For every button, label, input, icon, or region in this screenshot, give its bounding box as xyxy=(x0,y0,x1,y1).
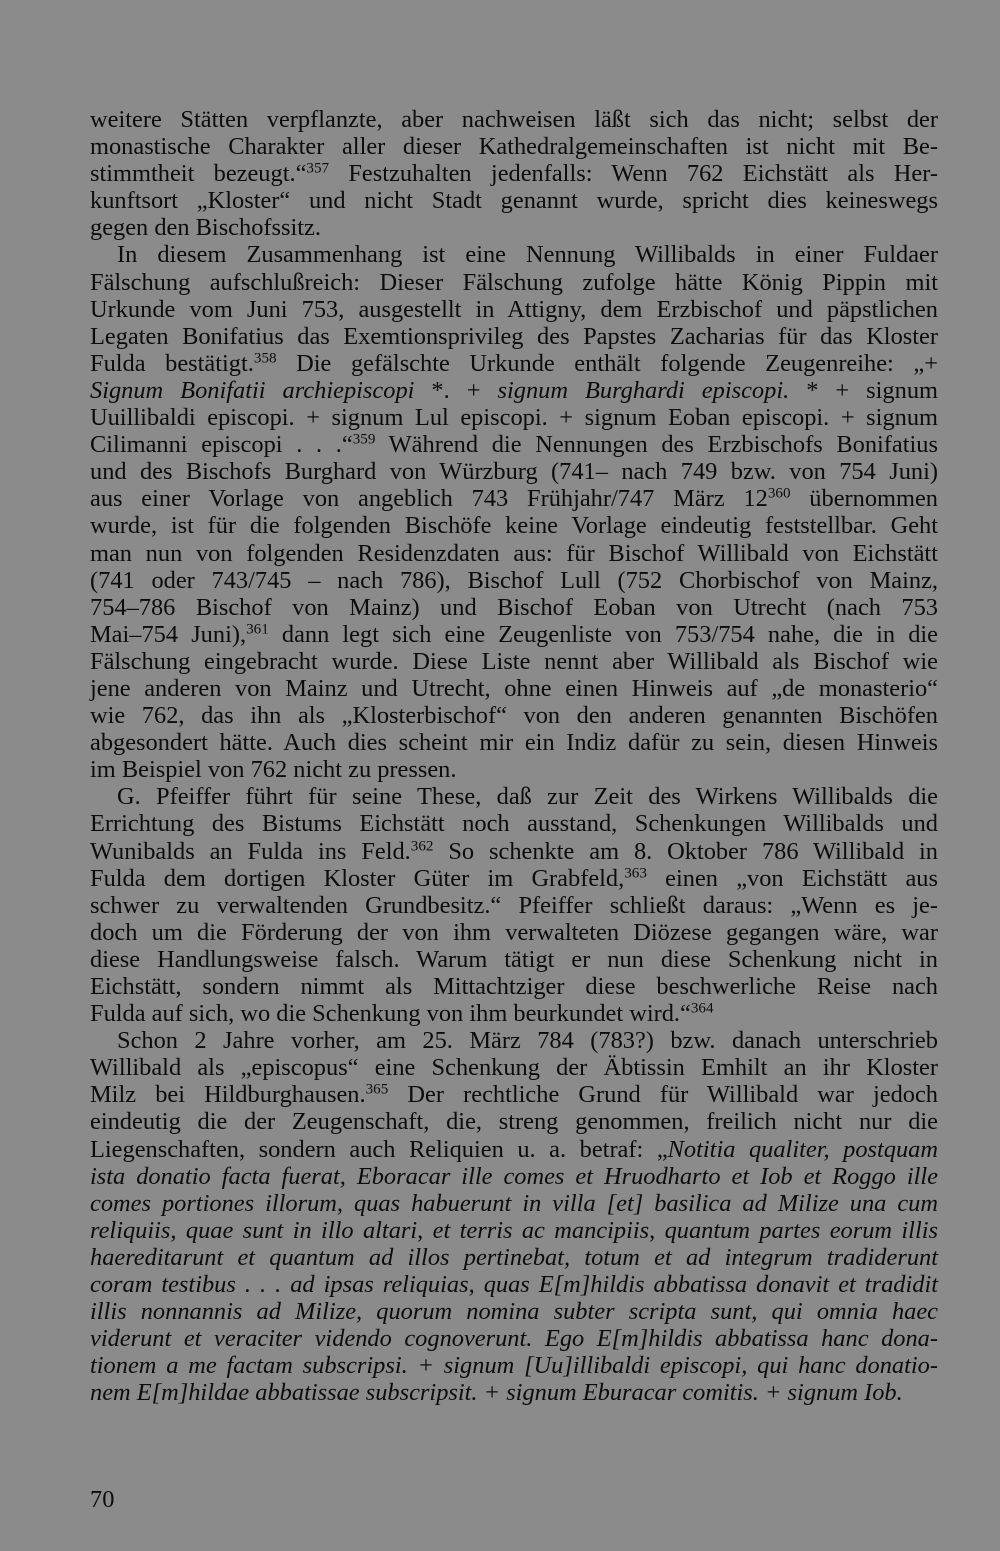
text-line xyxy=(90,810,938,837)
text-run: im Beispiel von 762 nicht zu pressen. xyxy=(90,756,457,784)
footnote-marker: 364 xyxy=(690,1000,714,1017)
text-line xyxy=(90,946,938,973)
text-run: weitere Stätten verpflanzte, aber nachweisen läßt sich das nicht; selbst der xyxy=(90,106,938,133)
text-line xyxy=(90,1352,938,1379)
footnote-marker: 363 xyxy=(624,865,647,882)
latin-quotation: Notitia qualiter, postquam xyxy=(667,1135,938,1163)
text-run: dann legt sich eine Zeugenliste von 753/754 nahe, die in die xyxy=(268,620,938,648)
text-run: Wunibalds an Fulda ins Feld. xyxy=(90,837,411,865)
text-run: Mai–754 Juni), xyxy=(90,620,247,648)
latin-quotation: comes portiones illorum, quas habuerunt in villa [et] basilica ad Milize una cum xyxy=(90,1189,938,1217)
text-run: Eichstätt, sondern nimmt als Mittachtziger diese beschwerliche Reise nach xyxy=(90,973,938,1000)
text-line xyxy=(90,838,938,865)
text-run: monastische Charakter aller dieser Kathedralgemeinschaften ist nicht mit Be- xyxy=(90,133,938,161)
page-number: 70 xyxy=(90,1486,115,1513)
text-run: Willibald als „episcopus“ eine Schenkung der Äbtissin Emhilt an ihr Kloster xyxy=(90,1054,938,1082)
paragraph xyxy=(90,783,938,1027)
text-run: abgesondert hätte. Auch dies scheint mir ein Indiz dafür zu sein, diesen Hinweis xyxy=(90,729,938,757)
text-line xyxy=(90,160,938,187)
text-run: diese Handlungsweise falsch. Warum tätigt er nun diese Schenkung nicht in xyxy=(90,945,938,973)
latin-quotation: signum Burghardi episcopi. xyxy=(497,376,790,404)
text-line xyxy=(90,892,938,919)
text-line xyxy=(90,458,938,485)
text-line xyxy=(90,702,938,729)
text-line xyxy=(90,133,938,160)
latin-quotation: reliquiis, quae sunt in illo altari, et terris ac mancipiis, quantum partes eorum illis xyxy=(90,1216,938,1244)
text-run: wurde, ist für die folgenden Bischöfe keine Vorlage eindeutig feststellbar. Geht xyxy=(90,512,938,540)
text-run: So schenkte am 8. Oktober 786 Willibald in xyxy=(433,837,939,865)
text-line xyxy=(90,594,938,621)
text-line xyxy=(90,756,938,783)
text-run: *. + xyxy=(414,376,498,404)
text-run: Errichtung des Bistums Eichstätt noch ausstand, Schenkungen Willibalds und xyxy=(90,810,938,838)
paragraph xyxy=(90,241,938,783)
latin-quotation: ista donatio facta fuerat, Eboracar ille comes et Hruodharto et Iob et Roggo ille xyxy=(90,1162,938,1190)
text-run: Fälschung eingebracht wurde. Diese Liste nennt aber Willibald als Bischof wie xyxy=(90,647,938,675)
body-text xyxy=(90,106,938,1407)
text-line xyxy=(90,1108,938,1135)
text-line xyxy=(90,350,938,377)
text-run: eindeutig die der Zeugenschaft, die, streng genommen, freilich nicht nur die xyxy=(90,1108,938,1136)
text-line xyxy=(90,1136,938,1163)
text-line xyxy=(90,621,938,648)
text-line xyxy=(90,187,938,214)
text-run: (741 oder 743/745 – nach 786), Bischof Lull (752 Chorbischof von Mainz, xyxy=(90,566,938,594)
text-line xyxy=(90,512,938,539)
latin-quotation: Signum Bonifatii archiepiscopi xyxy=(90,376,415,404)
text-line xyxy=(90,1325,938,1352)
footnote-marker: 361 xyxy=(246,621,269,638)
text-line xyxy=(90,1081,938,1108)
text-run: In diesem Zusammenhang ist eine Nennung Willibalds in einer Fuldaer xyxy=(117,241,938,269)
text-line xyxy=(90,1027,938,1054)
text-line xyxy=(90,1163,938,1190)
text-run: und des Bischofs Burghard von Würzburg (741– nach 749 bzw. von 754 Juni) xyxy=(90,458,938,486)
text-line xyxy=(90,241,938,268)
text-run: Cilimanni episcopi . . .“ xyxy=(90,431,353,459)
footnote-marker: 358 xyxy=(253,350,277,367)
text-line xyxy=(90,1379,938,1406)
text-run: Der rechtliche Grund für Willibald war jedoch xyxy=(388,1081,939,1109)
text-run: stimmtheit bezeugt.“ xyxy=(90,160,307,188)
text-run: jene anderen von Mainz und Utrecht, ohne einen Hinweis auf „de monasterio“ xyxy=(90,674,938,702)
text-run: Liegenschaften, sondern auch Reliquien u. a. betraf: „ xyxy=(90,1135,668,1163)
text-line xyxy=(90,214,938,241)
text-line xyxy=(90,1000,938,1027)
text-line xyxy=(90,540,938,567)
text-line xyxy=(90,648,938,675)
text-run: übernommen xyxy=(790,485,938,513)
text-line xyxy=(90,1190,938,1217)
latin-quotation: coram testibus . . . ad ipsas reliquias, quas E[m]hildis abbatissa donavit et tradidit xyxy=(90,1271,938,1299)
paragraph xyxy=(90,1027,938,1406)
text-run: Uuillibaldi episcopi. + signum Lul episcopi. + signum Eoban episcopi. + signum xyxy=(90,404,938,432)
text-line xyxy=(90,323,938,350)
text-run: Festzuhalten jedenfalls: Wenn 762 Eichstätt als Her- xyxy=(329,160,938,188)
text-run: G. Pfeiffer führt für seine These, daß zur Zeit des Wirkens Willibalds die xyxy=(117,783,938,811)
text-run: Legaten Bonifatius das Exemtionsprivileg des Papstes Zacharias für das Kloster xyxy=(90,322,938,350)
paragraph xyxy=(90,106,938,241)
text-line xyxy=(90,567,938,594)
latin-quotation: viderunt et veraciter videndo cognoverunt. Ego E[m]hildis abbatissa hanc dona- xyxy=(90,1325,938,1353)
text-line xyxy=(90,404,938,431)
text-run: man nun von folgenden Residenzdaten aus: für Bischof Willibald von Eichstätt xyxy=(90,539,938,567)
text-run: Milz bei Hildburghausen. xyxy=(90,1081,366,1109)
footnote-marker: 359 xyxy=(352,431,376,448)
text-line xyxy=(90,296,938,323)
text-line xyxy=(90,783,938,810)
text-line xyxy=(90,675,938,702)
text-line xyxy=(90,729,938,756)
footnote-marker: 365 xyxy=(365,1082,389,1099)
latin-quotation: tionem a me factam subscripsi. + signum [Uu]illibaldi episcopi, qui hanc donatio- xyxy=(90,1352,938,1380)
text-run: einen „von Eichstätt aus xyxy=(646,864,938,892)
text-line xyxy=(90,919,938,946)
text-run: schwer zu verwaltenden Grundbesitz.“ Pfeiffer schließt daraus: „Wenn es je- xyxy=(90,891,938,919)
footnote-marker: 357 xyxy=(306,160,330,177)
text-run: Urkunde vom Juni 753, ausgestellt in Attigny, dem Erzbischof und päpstlichen xyxy=(90,295,938,323)
text-line xyxy=(90,1298,938,1325)
text-line xyxy=(90,1054,938,1081)
text-run: kunftsort „Kloster“ und nicht Stadt genannt wurde, spricht dies keineswegs xyxy=(90,187,938,215)
text-line xyxy=(90,377,938,404)
text-run: * + signum xyxy=(789,376,938,404)
text-run: 754–786 Bischof von Mainz) und Bischof Eoban von Utrecht (nach 753 xyxy=(90,593,938,621)
text-run: Die gefälschte Urkunde enthält folgende Zeugenreihe: „+ xyxy=(276,349,938,377)
text-run: wie 762, das ihn als „Klosterbischof“ von den anderen genannten Bischöfen xyxy=(90,702,938,730)
text-line xyxy=(90,973,938,1000)
text-run: Während die Nennungen des Erzbischofs Bonifatius xyxy=(375,431,938,459)
text-line xyxy=(90,865,938,892)
text-line xyxy=(90,106,938,133)
text-line xyxy=(90,1244,938,1271)
text-run: Fälschung aufschlußreich: Dieser Fälschung zufolge hätte König Pippin mit xyxy=(90,268,938,296)
text-run: Fulda auf sich, wo die Schenkung von ihm beurkundet wird.“ xyxy=(90,1000,691,1028)
text-run: Schon 2 Jahre vorher, am 25. März 784 (783?) bzw. danach unterschrieb xyxy=(117,1027,938,1055)
footnote-marker: 360 xyxy=(767,486,791,502)
text-run: doch um die Förderung der von ihm verwalteten Diözese gegangen wäre, war xyxy=(90,918,938,946)
latin-quotation: haereditarunt et quantum ad illos pertinebat, totum et ad integrum tradiderunt xyxy=(90,1243,938,1271)
text-run: gegen den Bischofssitz. xyxy=(90,214,321,242)
text-run: Fulda bestätigt. xyxy=(90,349,254,377)
latin-quotation: illis nonnannis ad Milize, quorum nomina subter scripta sunt, qui omnia haec xyxy=(90,1298,938,1326)
text-line xyxy=(90,1217,938,1244)
latin-quotation: nem E[m]hildae abbatissae subscripsit. + signum Eburacar comitis. + signum Iob. xyxy=(90,1379,903,1407)
text-line xyxy=(90,485,938,512)
text-line xyxy=(90,1271,938,1298)
text-run: Fulda dem dortigen Kloster Güter im Grabfeld, xyxy=(90,864,625,892)
text-line xyxy=(90,431,938,458)
text-line xyxy=(90,269,938,296)
footnote-marker: 362 xyxy=(410,838,434,855)
text-run: aus einer Vorlage von angeblich 743 Frühjahr/747 März 12 xyxy=(90,485,768,513)
